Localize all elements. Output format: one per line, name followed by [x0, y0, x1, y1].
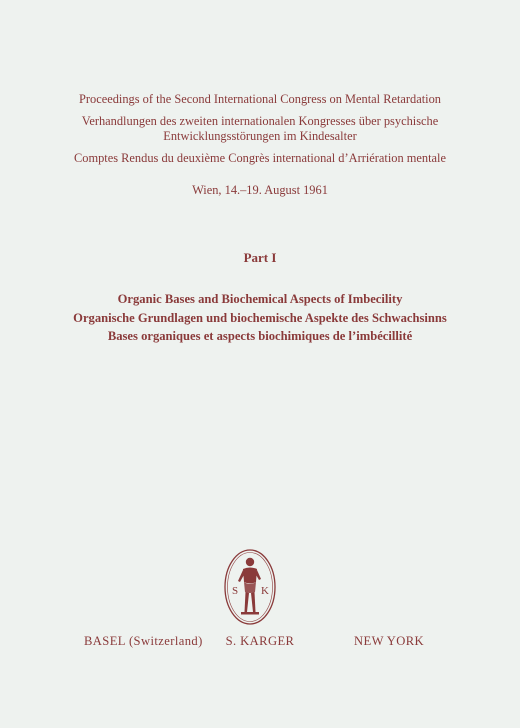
footer-publisher: S. KARGER: [225, 634, 295, 648]
place-date: Wien, 14.–19. August 1961: [192, 183, 328, 197]
title-english: Organic Bases and Biochemical Aspects of Imbecility: [117, 292, 403, 306]
proceedings-french: Comptes Rendus du deuxième Congrès international d’Arriération mentale: [74, 150, 446, 165]
proceedings-english: Proceedings of the Second International Congress on Mental Retardation: [79, 92, 441, 106]
proceedings-header: [0, 92, 520, 166]
volume-titles: [0, 290, 520, 346]
footer-location-basel: BASEL (Switzerland): [84, 634, 203, 648]
publisher-seal-icon: [223, 548, 277, 626]
title-french: Bases organiques et aspects biochimiques de l’imbécillité: [107, 329, 413, 343]
part-label: Part I: [243, 250, 277, 265]
seal-letter-left: S: [231, 585, 239, 597]
seal-letter-right: K: [261, 585, 269, 597]
proceedings-german-line1: Verhandlungen des zweiten internationalen Kongresses über psychische: [81, 113, 439, 128]
proceedings-german-line2: Entwicklungsstörungen im Kindesalter: [163, 129, 357, 143]
title-german: Organische Grundlagen und biochemische Aspekte des Schwachsinns: [73, 310, 447, 325]
footer-location-new-york: NEW YORK: [353, 634, 424, 648]
publisher-footer: [0, 634, 520, 654]
